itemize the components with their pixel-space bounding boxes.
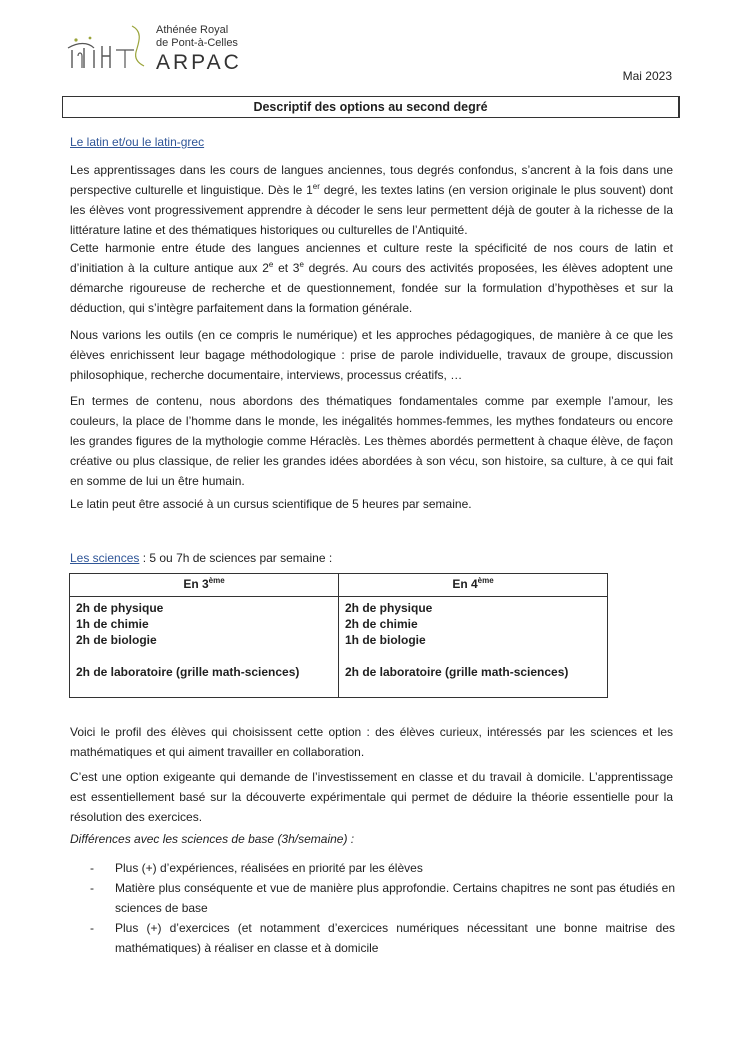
document-title: Descriptif des options au second degré [62,96,680,118]
latin-paragraph-2 [70,238,673,318]
header-text: En 4 [452,577,478,591]
document-date: Mai 2023 [622,69,672,83]
list-item-text: Plus (+) d’exercices (et notamment d’exercices numériques nécessitant une bonne maitrise des mathématiques) à réaliser en classe et à domicile [115,921,675,955]
superscript: ème [208,576,225,585]
sciences-paragraph-2: C’est une option exigeante qui demande de l’investissement en classe et du travail à domicile. L’apprentissage est essentiellement basé sur la découverte expérimentale qui permet de déduire la théorie essentielle pour la résolution des exercices. [70,770,673,824]
sciences-heading-link: Les sciences [70,551,140,565]
text-run: et 3 [273,261,300,275]
latin-paragraph-1 [70,160,673,240]
sciences-heading-rest: : 5 ou 7h de sciences par semaine : [139,551,333,565]
sciences-paragraph-1: Voici le profil des élèves qui choisissent cette option : des élèves curieux, intéressés par les sciences et les mathématiques et qui aiment travailler en collaboration. [70,725,673,759]
differences-list [90,858,675,958]
school-logo [64,16,254,78]
logo-acronym: ARPAC [156,51,242,74]
cell-line: 2h de physique [76,601,164,615]
table-header-row [70,574,608,597]
sciences-heading [70,551,332,565]
logo-line-2: de Pont-à-Celles [156,37,238,49]
cell-3eme [70,597,339,698]
cell-line: 2h de biologie [76,633,157,647]
latin-paragraph-3: Nous varions les outils (en ce compris le numérique) et les approches pédagogiques, de manière à ce que les élèves enrichissent leur bagage méthodologique : prise de parole individuelle, travaux de groupe, discussion philosophique, recherche documentaire, interviews, processus créatifs, … [70,328,673,382]
cell-4eme [339,597,608,698]
differences-heading: Différences avec les sciences de base (3h/semaine) : [70,832,355,846]
list-item [90,918,675,958]
column-header-4eme [339,574,608,597]
header-text: En 3 [183,577,209,591]
superscript: er [312,182,320,191]
cell-line: 2h de physique [345,601,433,615]
latin-heading-text: Le latin et/ou le latin-grec [70,135,205,149]
cell-line: 2h de chimie [345,617,418,631]
latin-paragraph-4: En termes de contenu, nous abordons des thématiques fondamentales comme par exemple l’amour, les couleurs, la place de l’homme dans le monde, les inégalités hommes-femmes, les mythes fondateurs ou encore les grandes figures de la mythologie comme Héraclès. Les thèmes abordés permettent à chaque élève, de façon créative ou plus classique, de relier les grandes idées abordées à son vécu, son histoire, sa culture, à ce qui fait en somme de lui un être humain. [70,394,673,488]
superscript: ème [477,576,494,585]
list-item [90,878,675,918]
list-item [90,858,675,878]
arpac-emblem-icon [64,22,148,72]
latin-paragraph-5: Le latin peut être associé à un cursus scientifique de 5 heures par semaine. [70,497,472,511]
text-run: Cette harmonie entre étude des langues anciennes et culture reste la spécificité de nos cours de latin et d’initiation à la culture antique aux 2 [70,241,673,275]
superscript: e [268,260,274,269]
text-run: degrés. Au cours des activités proposées, les élèves adoptent une démarche rigoureuse de recherche et de questionnement, fondée sur la formulation d’hypothèses et sur la déduction, qui s’intègre parfaitement dans la formation générale. [70,261,673,315]
list-item-text: Plus (+) d’expériences, réalisées en priorité par les élèves [115,861,423,875]
text-run: Les apprentissages dans les cours de langues anciennes, tous degrés confondus, s’ancrent à la fois dans une perspective culturelle et linguistique. Dès le 1 [70,163,673,197]
column-header-3eme [70,574,339,597]
text-run: degré, les textes latins (en version originale le plus souvent) dont les élèves vont progressivement apprendre à décoder le sens leur permettent déjà de gouter à la richesse de la littérature latine et des thématiques historiques ou culturelles de l’Antiquité. [70,183,673,237]
logo-line-1: Athénée Royal [156,24,229,36]
sciences-hours-table [69,573,608,698]
dash-bullet-icon: - [90,921,94,935]
cell-line: 1h de chimie [76,617,149,631]
cell-line: 2h de laboratoire (grille math-sciences) [76,665,300,679]
latin-heading [70,135,204,149]
table-row [70,597,608,698]
list-item-text: Matière plus conséquente et vue de manière plus approfondie. Certains chapitres ne sont pas étudiés en sciences de base [115,881,675,915]
cell-line: 2h de laboratoire (grille math-sciences) [345,665,569,679]
superscript: e [299,260,304,269]
dash-bullet-icon: - [90,861,94,875]
cell-line: 1h de biologie [345,633,426,647]
dash-bullet-icon: - [90,881,94,895]
